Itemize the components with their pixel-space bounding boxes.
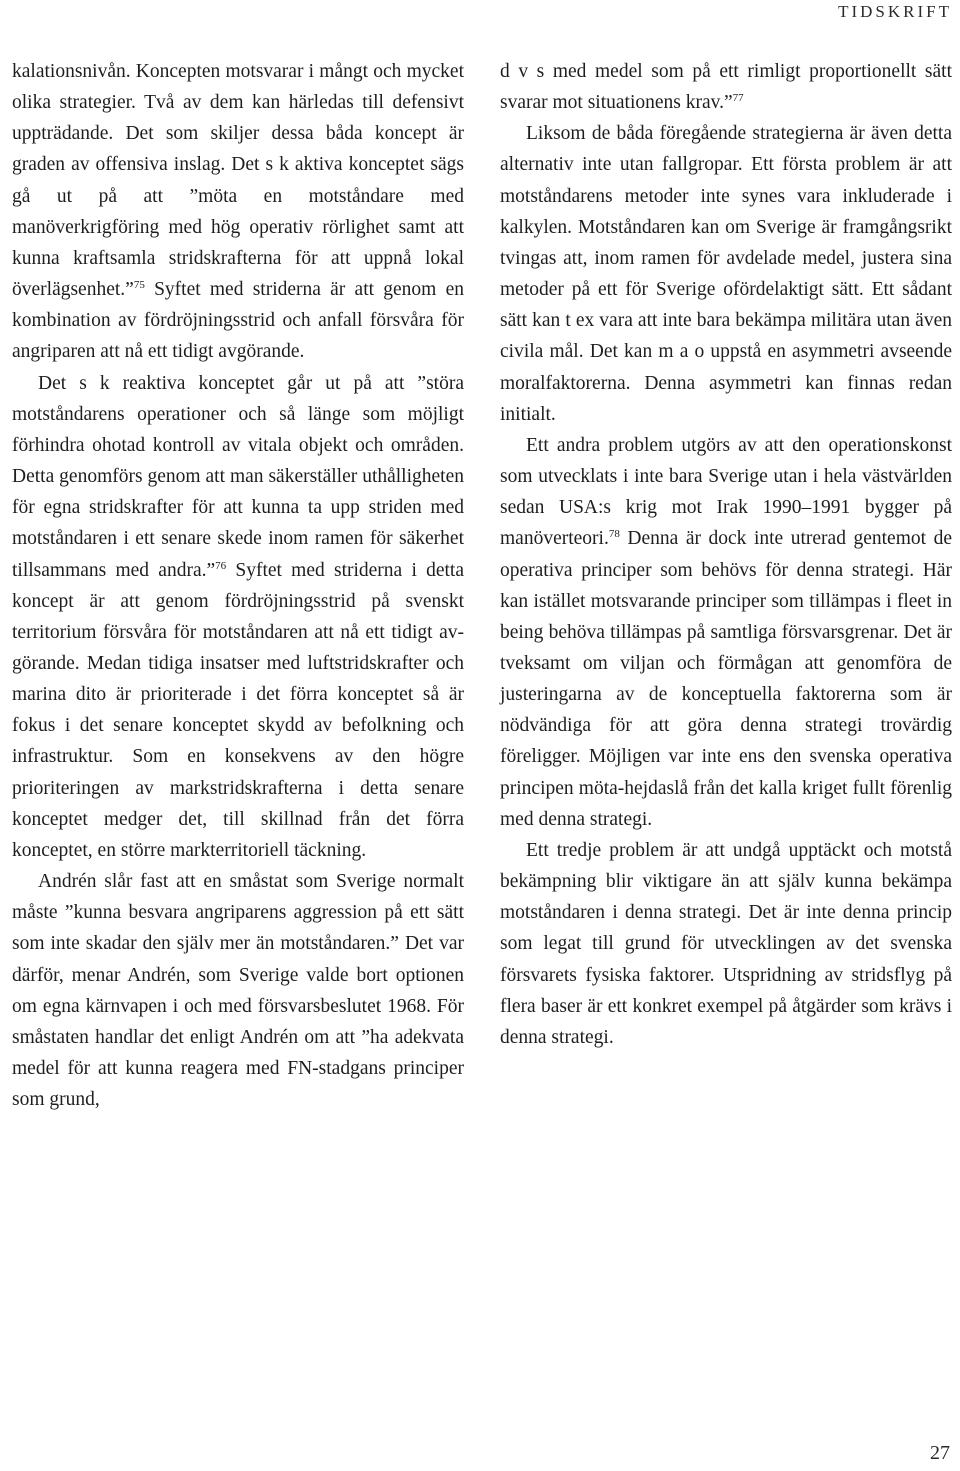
- right-column: [500, 56, 952, 1053]
- footnote-ref[interactable]: 78: [608, 528, 620, 541]
- paragraph: Andrén slår fast att en småstat som Sverige normalt måste ”kunna besvara angriparens aggression på ett sätt som inte skadar den själv mer än motståndaren.” Det var därför, menar Andrén, som Sverige valde bort optionen om egna kärnvapen i och med försvarsbeslutet 1968. För småstaten handlar det enligt Andrén om att ”ha adekvata medel för att kunna reagera med FN-stadgans principer som grund,: [12, 871, 464, 1111]
- footnote-ref[interactable]: 75: [133, 279, 145, 292]
- footnote-ref[interactable]: 76: [215, 559, 227, 572]
- paragraph: Ett andra problem utgörs av att den operationskonst som utvecklats i inte bara Sverige utan i hela västvärlden sedan USA:s krig mot Irak 1990–1991 bygger på manöverteori.$^{78}$ Denna är dock inte utrerad gentemot de operativa principer som behövs för denna strategi. Här kan istället motsvarande principer som tillämpas i fleet in being behöva tillämpas på samtliga försvarsgrenar. Det är tveksamt om viljan och förmågan att genomföra de justeringarna av de konceptuella faktorerna som är nödvändiga för att göra denna strategi trovärdig föreligger. Möjligen var inte ens den svenska operativa principen möta-hejdaslå från det kalla kriget fullt förenlig med denna strategi.: [500, 434, 952, 830]
- paragraph: kalationsnivån. Koncepten motsvarar i mångt och mycket olika strategier. Två av dem kan härledas till defensivt uppträdande. Det som skiljer dessa båda koncept är graden av offensiva inslag. Det s k aktiva konceptet sägs gå ut på att ”möta en motståndare med manöverkrigföring med hög operativ rörlighet samt att kunna kraftsamla stridskrafterna för att uppnå lokal överlägsenhet.”$^{75}$ Syftet med striderna är att genom en kombination av fördröjningsstrid och anfall försvåra för angriparen att nå ett tidigt avgörande.: [12, 61, 464, 363]
- paragraph: Liksom de båda föregående strategierna är även detta alternativ inte utan fallgropar. Ett första problem är att motståndarens metoder inte synes vara inkluderade i kalkylen. Motståndaren kan om Sverige är framgångsrikt tvingas att, inom ramen för avdelade medel, justera sina metoder på ett för Sverige ofördelaktigt sätt. Ett sådant sätt kan t ex vara att inte bara bekämpa militära utan även civila mål. Det kan m a o uppstå en asymmetri avseende moralfaktorerna. Denna asymmetri kan finnas redan initialt.: [500, 123, 952, 425]
- paragraph: Ett tredje problem är att undgå upptäckt och motstå bekämpning blir viktigare än att själv kunna bekämpa motståndaren i denna strategi. Det är inte denna princip som legat till grund för utvecklingen av det svenska försvarets fysiska faktorer. Utspridning av stridsflyg på flera baser är ett konkret exempel på åtgärder som krävs i denna strategi.: [500, 839, 952, 1048]
- footnote-ref[interactable]: 77: [732, 92, 744, 105]
- paragraph: d v s med medel som på ett rimligt proportionellt sätt svarar mot situationens krav.”$^{77}$: [500, 61, 952, 114]
- page-number: 27: [930, 1442, 950, 1464]
- paragraph: Det s k reaktiva konceptet går ut på att ”störa motståndarens operationer och så länge som möjligt förhindra ohotad kontroll av vitala objekt och områden. Detta genomförs genom att man säkerställer uthålligheten för egna stridskrafter för att kunna ta upp striden med motståndaren i ett senare skede inom ramen för säkerhet tillsammans med andra.”$^{76}$ Syftet med striderna i detta koncept är att genom fördröjningsstrid på svenskt territorium försvåra för motståndaren att nå ett tidigt avgörande. Medan tidiga insatser med luftstridskrafter och marina dito är prioriterade i det förra konceptet så är fokus i det senare konceptet skydd av befolkning och infrastruktur. Som en konsekvens av den högre prioriteringen av markstridskrafterna i detta senare konceptet medger det, till skillnad från det förra konceptet, en större markterritoriell täckning.: [12, 372, 464, 861]
- running-header: TIDSKRIFT: [838, 2, 952, 21]
- left-column: [12, 56, 464, 1115]
